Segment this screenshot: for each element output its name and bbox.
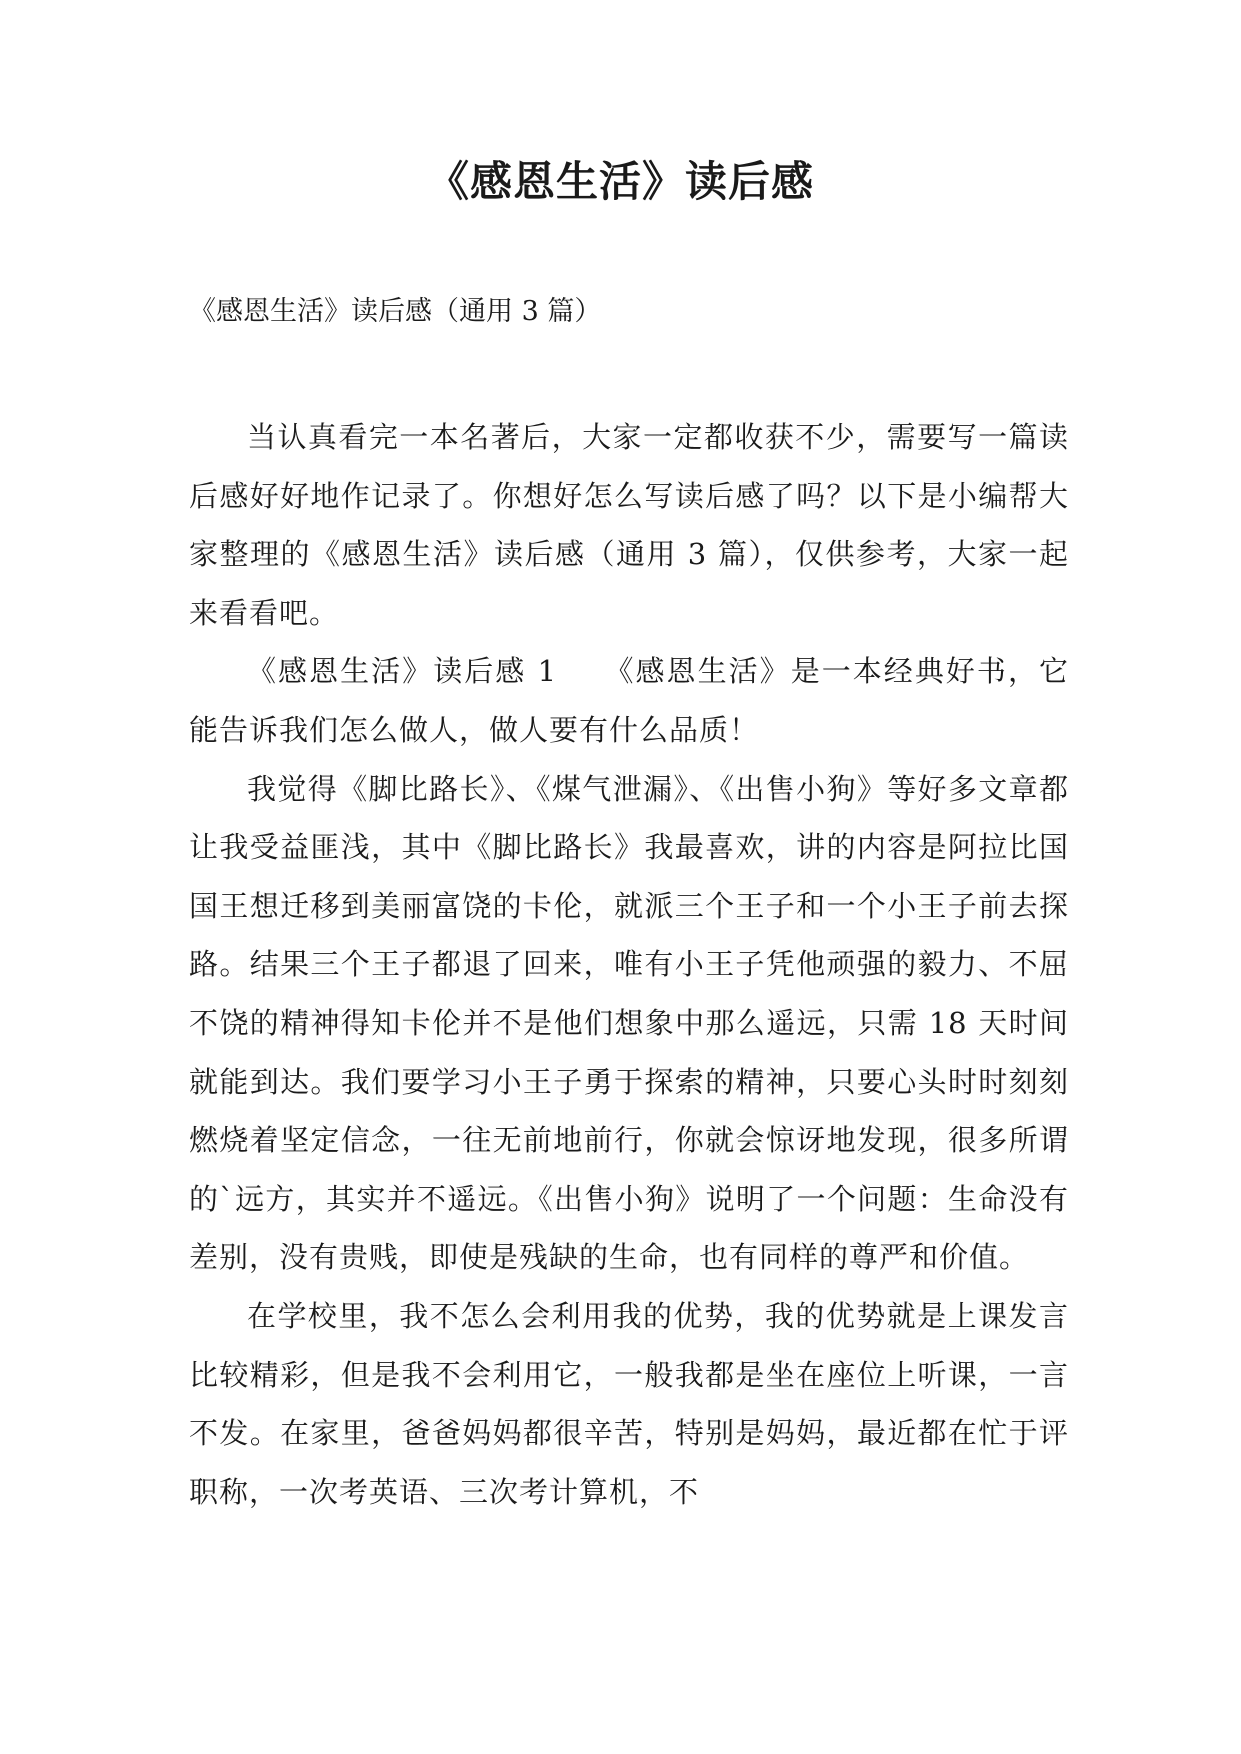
intro-paragraph: 当认真看完一本名著后，大家一定都收获不少，需要写一篇读后感好好地作记录了。你想好怎么写读后感了吗？以下是小编帮大家整理的《感恩生活》读后感（通用 3 篇），仅供参考，大家一起来看看吧。 bbox=[189, 420, 1069, 630]
body-paragraph: 在学校里，我不怎么会利用我的优势，我的优势就是上课发言比较精彩，但是我不会利用它，一般我都是坐在座位上听课，一言不发。在家里，爸爸妈妈都很辛苦，特别是妈妈，最近都在忙于评职称，一次考英语、三次考计算机，不 bbox=[189, 1298, 1069, 1509]
document-body bbox=[189, 408, 1069, 1521]
document-title: 《感恩生活》读后感 bbox=[426, 157, 814, 206]
section-1-text: 《感恩生活》是一本经典好书，它能告诉我们怎么做人，做人要有什么品质！ bbox=[189, 654, 1069, 747]
body-paragraph: 我觉得《脚比路长》、《煤气泄漏》、《出售小狗》等好多文章都让我受益匪浅，其中《脚比路长》我最喜欢，讲的内容是阿拉比国国王想迁移到美丽富饶的卡伦，就派三个王子和一个小王子前去探路。结果三个王子都退了回来，唯有小王子凭他顽强的毅力、不屈不饶的精神得知卡伦并不是他们想象中那么遥远，只需 18 天时间就能到达。我们要学习小王子勇于探索的精神，只要心头时时刻刻燃烧着坚定信念，一往无前地前行，你就会惊讶地发现，很多所谓的`远方，其实并不遥远。《出售小狗》说明了一个问题：生命没有差别，没有贵贱，即使是残缺的生命，也有同样的尊严和价值。 bbox=[189, 771, 1069, 1275]
document-subtitle: 《感恩生活》读后感（通用 3 篇） bbox=[189, 296, 602, 327]
section-1-paragraph bbox=[189, 642, 1069, 759]
section-1-heading: 《感恩生活》读后感 1 bbox=[247, 654, 558, 689]
